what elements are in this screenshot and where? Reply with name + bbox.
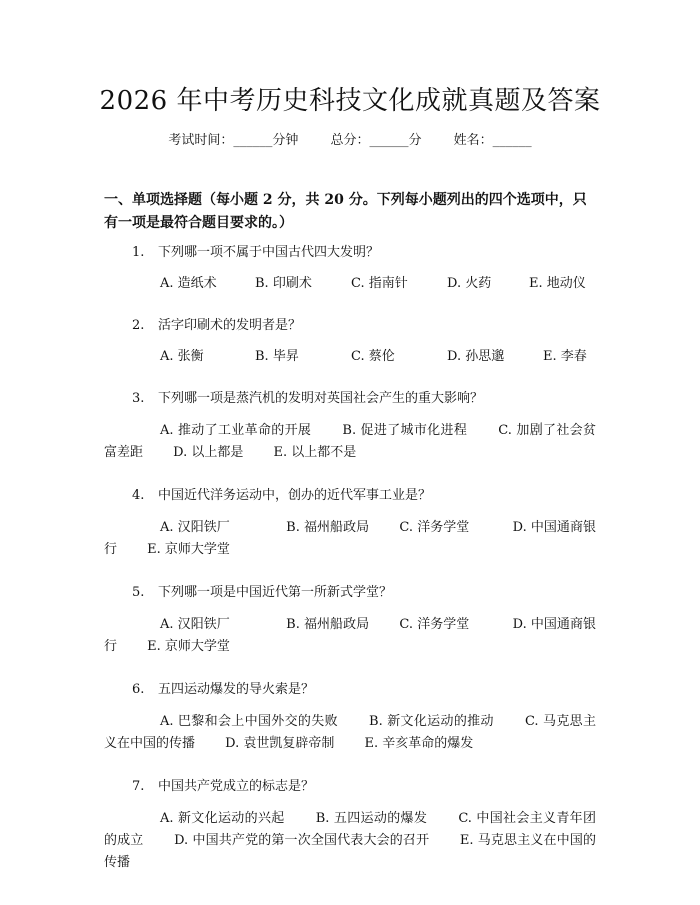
- question-stem: [104, 777, 596, 797]
- question-text: 下列哪一项是蒸汽机的发明对英国社会产生的重大影响？: [158, 391, 484, 406]
- option-d: D. 中国通商银行: [104, 520, 597, 557]
- question-text: 中国近代洋务运动中，创办的近代军事工业是？: [158, 488, 432, 503]
- option-e: E. 以上都不是: [273, 445, 357, 460]
- option-paragraph: [104, 711, 596, 755]
- option-d: D. 以上都是: [173, 445, 244, 460]
- question-5: [104, 583, 596, 658]
- option-a: A. 造纸术: [160, 276, 217, 291]
- option-a: A. 张衡: [160, 349, 204, 364]
- option-e: E. 京师大学堂: [147, 542, 230, 557]
- page-title: 2026 年中考历史科技文化成就真题及答案: [99, 86, 601, 116]
- question-text: 活字印刷术的发明者是？: [158, 318, 302, 333]
- question-4: [104, 486, 596, 561]
- question-2: [104, 316, 596, 367]
- option-b: B. 福州船政局: [286, 520, 370, 535]
- question-stem: [104, 486, 596, 506]
- option-c: C. 洋务学堂: [399, 520, 470, 535]
- question-number: 5.: [132, 585, 145, 600]
- question-1: [104, 243, 596, 294]
- question-number: 1.: [132, 245, 145, 260]
- option-e: E. 李春: [543, 349, 587, 364]
- option-a: A. 汉阳铁厂: [160, 520, 230, 535]
- question-number: 2.: [132, 318, 145, 333]
- option-a: A. 推动了工业革命的开展: [160, 423, 312, 438]
- total-score-field: 总分：______分: [330, 133, 422, 148]
- question-stem: [104, 243, 596, 263]
- option-b: B. 毕昇: [255, 349, 299, 364]
- question-text: 下列哪一项不属于中国古代四大发明？: [158, 245, 380, 260]
- question-stem: [104, 680, 596, 700]
- option-a: A. 巴黎和会上中国外交的失败: [160, 714, 338, 729]
- option-b: B. 五四运动的爆发: [315, 811, 428, 826]
- option-d: D. 中国共产党的第一次全国代表大会的召开: [174, 833, 430, 848]
- option-a: A. 汉阳铁厂: [160, 617, 230, 632]
- option-row: [104, 347, 596, 367]
- option-c: C. 加剧了社会贫富差距: [104, 423, 597, 460]
- question-stem: [104, 316, 596, 336]
- option-c: C. 洋务学堂: [399, 617, 470, 632]
- option-d: D. 火药: [447, 276, 492, 291]
- option-b: B. 福州船政局: [286, 617, 370, 632]
- option-d: D. 袁世凯复辟帝制: [225, 736, 335, 751]
- option-c: C. 中国社会主义青年团的成立: [104, 811, 597, 848]
- question-text: 下列哪一项是中国近代第一所新式学堂？: [158, 585, 393, 600]
- student-name-field: 姓名：______: [453, 133, 532, 148]
- option-paragraph: [104, 808, 596, 874]
- option-e: E. 马克思主义在中国的传播: [104, 833, 596, 870]
- exam-time-field: 考试时间：______分钟: [168, 133, 299, 148]
- option-c: C. 马克思主义在中国的传播: [104, 714, 597, 751]
- option-paragraph: [104, 517, 596, 561]
- option-paragraph: [104, 614, 596, 658]
- option-b: B. 促进了城市化进程: [342, 423, 468, 438]
- option-e: E. 地动仪: [529, 276, 586, 291]
- question-7: [104, 777, 596, 874]
- option-c: C. 指南针: [351, 276, 408, 291]
- option-b: B. 印刷术: [255, 276, 312, 291]
- option-b: B. 新文化运动的推动: [369, 714, 494, 729]
- question-stem: [104, 389, 596, 409]
- question-stem: [104, 583, 596, 603]
- option-row: [104, 274, 596, 294]
- question-3: [104, 389, 596, 464]
- option-paragraph: [104, 420, 596, 464]
- question-list: [104, 243, 596, 896]
- option-c: C. 蔡伦: [351, 349, 395, 364]
- option-d: D. 孙思邈: [447, 349, 505, 364]
- question-number: 7.: [132, 779, 145, 794]
- section-heading: 一、单项选择题（每小题 2 分，共 20 分。下列每小题列出的四个选项中，只有一项是最符合题目要求的。）: [104, 192, 587, 231]
- option-e: E. 京师大学堂: [147, 639, 230, 654]
- option-a: A. 新文化运动的兴起: [160, 811, 285, 826]
- question-number: 3.: [132, 391, 145, 406]
- exam-info-line: [0, 129, 700, 148]
- question-text: 五四运动爆发的导火索是？: [158, 682, 315, 697]
- question-text: 中国共产党成立的标志是？: [158, 779, 315, 794]
- question-6: [104, 680, 596, 755]
- question-number: 6.: [132, 682, 145, 697]
- option-d: D. 中国通商银行: [104, 617, 597, 654]
- option-e: E. 辛亥革命的爆发: [364, 736, 474, 751]
- question-number: 4.: [132, 488, 145, 503]
